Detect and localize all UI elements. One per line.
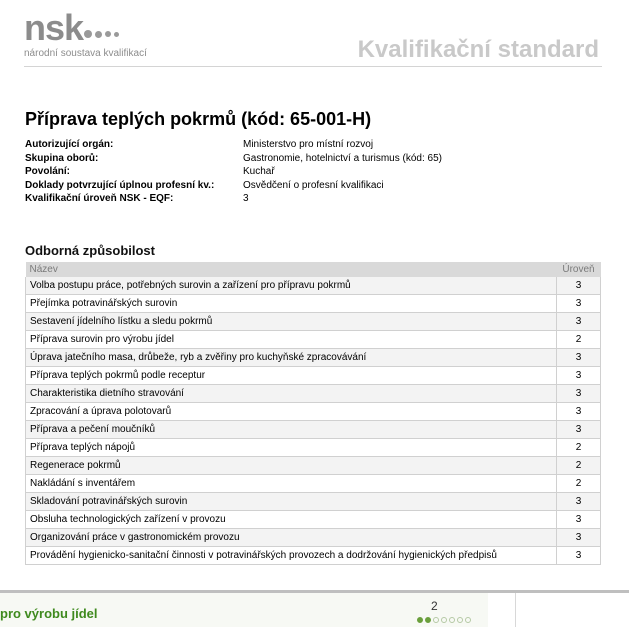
competence-name: Volba postupu práce, potřebných surovin a zařízení pro přípravu pokrmů (26, 277, 557, 295)
bottom-bar-level: 2 (431, 599, 438, 613)
competence-level: 3 (557, 493, 601, 511)
competence-name: Příprava teplých nápojů (26, 439, 557, 457)
table-row (26, 277, 601, 295)
column-header-level: Úroveň (557, 262, 601, 277)
competence-name: Obsluha technologických zařízení v provozu (26, 511, 557, 529)
table-row (26, 475, 601, 493)
level-dot (417, 617, 423, 623)
competence-level: 3 (557, 421, 601, 439)
table-row (26, 331, 601, 349)
level-dot (441, 617, 447, 623)
competence-name: Úprava jatečního masa, drůbeže, ryb a zvěřiny pro kuchyňské zpracovávání (26, 349, 557, 367)
meta-value: 3 (243, 193, 249, 204)
bottom-bar-divider (515, 593, 516, 627)
level-dot (465, 617, 471, 623)
level-dot (457, 617, 463, 623)
header-divider (24, 66, 602, 67)
meta-row (25, 179, 442, 193)
meta-label: Povolání: (25, 166, 71, 177)
competence-level: 3 (557, 385, 601, 403)
logo-text: nsk (24, 7, 84, 48)
bottom-bar-item[interactable] (0, 593, 488, 627)
level-dot (425, 617, 431, 623)
table-row (26, 295, 601, 313)
nsk-logo[interactable] (24, 7, 147, 59)
table-row (26, 511, 601, 529)
competence-name: Přejímka potravinářských surovin (26, 295, 557, 313)
table-row (26, 457, 601, 475)
logo-subtitle: národní soustava kvalifikací (24, 48, 147, 59)
meta-value: Osvědčení o profesní kvalifikaci (243, 179, 384, 191)
level-dots-icon (417, 617, 471, 623)
competence-name: Provádění hygienicko-sanitační činnosti v potravinářských provozech a dodržování hygienických předpisů (26, 547, 557, 565)
table-row (26, 349, 601, 367)
competence-level: 2 (557, 457, 601, 475)
competence-name: Nakládání s inventářem (26, 475, 557, 493)
meta-value: Kuchař (243, 166, 275, 177)
competence-level: 3 (557, 349, 601, 367)
table-row (26, 403, 601, 421)
competence-name: Příprava surovin pro výrobu jídel (26, 331, 557, 349)
competence-name: Sestavení jídelního lístku a sledu pokrmů (26, 313, 557, 331)
competence-level: 3 (557, 529, 601, 547)
competence-level: 3 (557, 313, 601, 331)
meta-label: Skupina oborů: (25, 152, 99, 164)
competence-name: Zpracování a úprava polotovarů (26, 403, 557, 421)
table-row (26, 439, 601, 457)
competence-name: Charakteristika dietního stravování (26, 385, 557, 403)
competence-table (25, 262, 601, 565)
bottom-bar (0, 590, 629, 627)
table-row (26, 367, 601, 385)
competence-name: Regenerace pokrmů (26, 457, 557, 475)
level-dot (433, 617, 439, 623)
competence-name: Příprava a pečení moučníků (26, 421, 557, 439)
competence-level: 3 (557, 367, 601, 385)
table-row (26, 529, 601, 547)
competence-name: Organizování práce v gastronomickém provozu (26, 529, 557, 547)
bottom-bar-text: pro výrobu jídel (0, 606, 98, 621)
logo-dots-icon (84, 30, 119, 38)
meta-label: Doklady potvrzující úplnou profesní kv.: (25, 179, 215, 191)
meta-label: Kvalifikační úroveň NSK - EQF: (25, 193, 174, 204)
competence-level: 3 (557, 403, 601, 421)
competence-name: Skladování potravinářských surovin (26, 493, 557, 511)
level-dot (449, 617, 455, 623)
meta-value: Ministerstvo pro místní rozvoj (243, 139, 374, 150)
meta-row (25, 165, 442, 179)
meta-label: Autorizující orgán: (25, 139, 114, 150)
competence-level: 3 (557, 547, 601, 565)
meta-row (25, 138, 442, 152)
competence-level: 2 (557, 439, 601, 457)
competence-name: Příprava teplých pokrmů podle receptur (26, 367, 557, 385)
competence-level: 2 (557, 475, 601, 493)
table-row (26, 493, 601, 511)
competence-level: 3 (557, 511, 601, 529)
table-row (26, 547, 601, 565)
competence-level: 3 (557, 295, 601, 313)
meta-value: Gastronomie, hotelnictví a turismus (kód: 65) (243, 152, 442, 164)
competence-level: 2 (557, 331, 601, 349)
column-header-name: Název (26, 262, 557, 277)
qualification-meta (25, 138, 442, 206)
section-title: Odborná způsobilost (25, 243, 155, 258)
table-row (26, 421, 601, 439)
qualification-title: Příprava teplých pokrmů (kód: 65-001-H) (25, 109, 372, 129)
table-header-row (26, 262, 601, 277)
table-row (26, 313, 601, 331)
page-title: Kvalifikační standard (357, 36, 599, 63)
competence-level: 3 (557, 277, 601, 295)
page-header (0, 0, 629, 70)
meta-row (25, 192, 442, 206)
table-row (26, 385, 601, 403)
meta-row (25, 152, 442, 166)
